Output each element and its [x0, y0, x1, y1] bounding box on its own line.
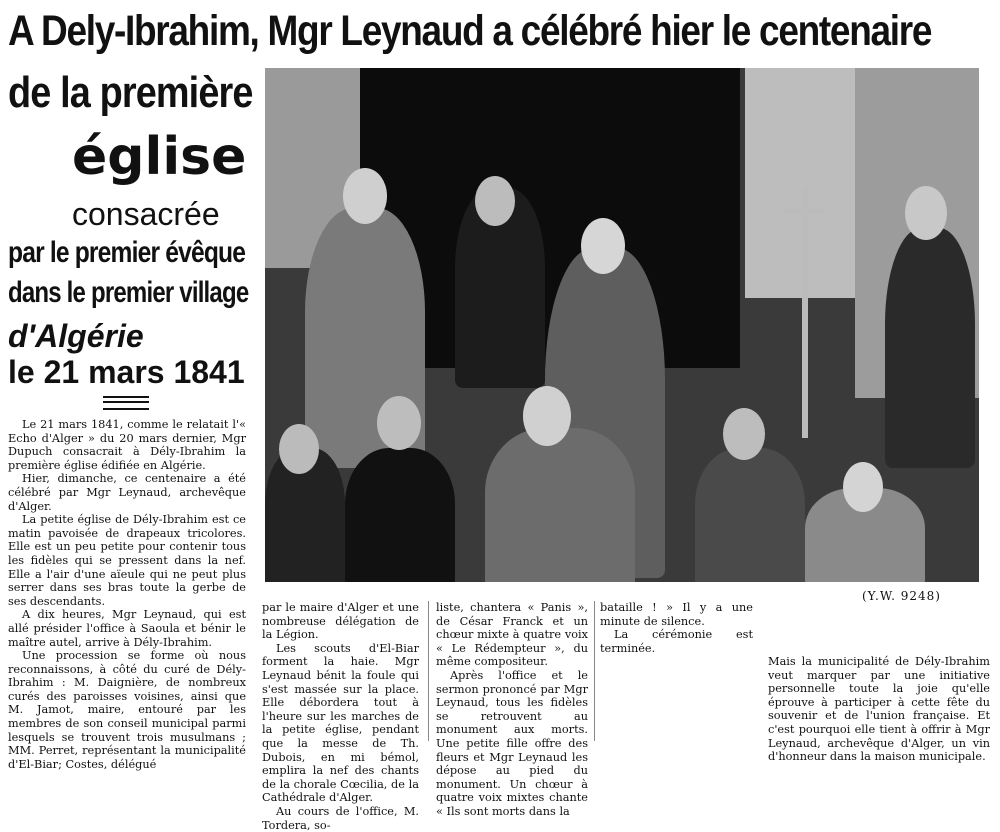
ornament-rule: [103, 396, 149, 410]
paragraph: Mais la municipalité de Dély-Ibrahim veut marquer par une initiative personnelle toute la joie qu'elle éprouve à participer à cette fête du souvenir et de l'union française. Et c'est pourquoi elle tient à offrir à Mgr Leynaud, archevêque d'Alger, un vin d'honneur dans la maison municipale.: [768, 655, 990, 764]
head: [279, 424, 319, 474]
article-column-1: [262, 601, 419, 832]
subhead-line-3: consacrée: [72, 196, 220, 232]
paragraph: Au cours de l'office, M. Tordera, so-: [262, 804, 419, 832]
headline: A Dely-Ibrahim, Mgr Leynaud a célébré hier le centenaire: [8, 7, 932, 55]
column-rule: [428, 601, 429, 741]
subhead-line-6: d'Algérie: [8, 318, 144, 354]
paragraph: par le maire d'Alger et une nombreuse délégation de la Légion.: [262, 601, 419, 642]
head: [523, 386, 571, 446]
paragraph: liste, chantera « Panis », de César Franck et un chœur mixte à quatre voix « Le Rédempteur », du même compositeur.: [436, 601, 588, 669]
figure-man-right: [885, 228, 975, 468]
cross-bar: [785, 208, 825, 214]
article-left-column: [8, 418, 246, 771]
column-rule: [594, 601, 595, 741]
article-column-3: [600, 601, 753, 655]
subhead-line-1: de la première: [8, 68, 253, 117]
paragraph: Une procession se forme où nous reconnaissons, à côté du curé de Dély-Ibrahim : M. Daignière, de nombreux curés des paroisses voisines, ainsi que M. Jamot, maire, entouré par les membres de son conseil municipal parmi lesquels se trouvent trois musulmans ; MM. Perret, représentant la municipalité d'El-Biar; Costes, délégué: [8, 649, 246, 771]
article-column-4: [768, 655, 990, 764]
article-column-2: [436, 601, 588, 819]
head: [475, 176, 515, 226]
paragraph: La cérémonie est terminée.: [600, 628, 753, 655]
head: [377, 396, 421, 450]
subhead-line-7: le 21 mars 1841: [8, 354, 245, 390]
flag-center: [745, 68, 855, 298]
paragraph: Le 21 mars 1841, comme le relatait l'« Echo d'Alger » du 20 mars dernier, Mgr Dupuch consacrait à Dély-Ibrahim la première église édifiée en Algérie.: [8, 418, 246, 472]
figure-front-man: [485, 428, 635, 582]
head: [843, 462, 883, 512]
photo-credit: (Y.W. 9248): [862, 589, 941, 603]
figure-boy: [345, 448, 455, 582]
head: [581, 218, 625, 274]
head: [905, 186, 947, 240]
subhead-line-4: par le premier évêque: [8, 236, 246, 269]
paragraph: bataille ! » Il y a une minute de silence.: [600, 601, 753, 628]
paragraph: A dix heures, Mgr Leynaud, qui est allé présider l'office à Saoula et bénir le maître autel, arrive à Dély-Ibrahim.: [8, 608, 246, 649]
news-photo: [265, 68, 979, 582]
paragraph: Après l'office et le sermon prononcé par Mgr Leynaud, tous les fidèles se retrouvent au monument aux morts. Une petite fille offre des fleurs et Mgr Leynaud les dépose au pied du monument. Un chœur à quatre voix mixtes chante « Ils sont morts dans la: [436, 668, 588, 818]
subhead-line-2: église: [72, 127, 247, 187]
paragraph: La petite église de Dély-Ibrahim est ce matin pavoisée de drapeaux tricolores. Elle est un peu petite pour contenir tous les fidèles qui se pressent dans la nef. Elle a l'air d'une aïeule qui ne peut plus serrer dans ses bras toute la gerbe de ses descendants.: [8, 513, 246, 608]
head: [343, 168, 387, 224]
paragraph: Les scouts d'El-Biar forment la haie. Mgr Leynaud bénit la foule qui s'est massée sur la place. Elle débordera tout à l'heure sur les marches de la petite église, pendant que la messe de Th. Dubois, en mi bémol, emplira la nef des chants de la chorale Cœcilia, de la Cathédrale d'Alger.: [262, 641, 419, 805]
processional-cross: [802, 188, 808, 438]
figure-youth: [695, 448, 805, 582]
head: [723, 408, 765, 460]
subhead-line-5: dans le premier village: [8, 276, 249, 309]
paragraph: Hier, dimanche, ce centenaire a été célébré par Mgr Leynaud, archevêque d'Alger.: [8, 472, 246, 513]
